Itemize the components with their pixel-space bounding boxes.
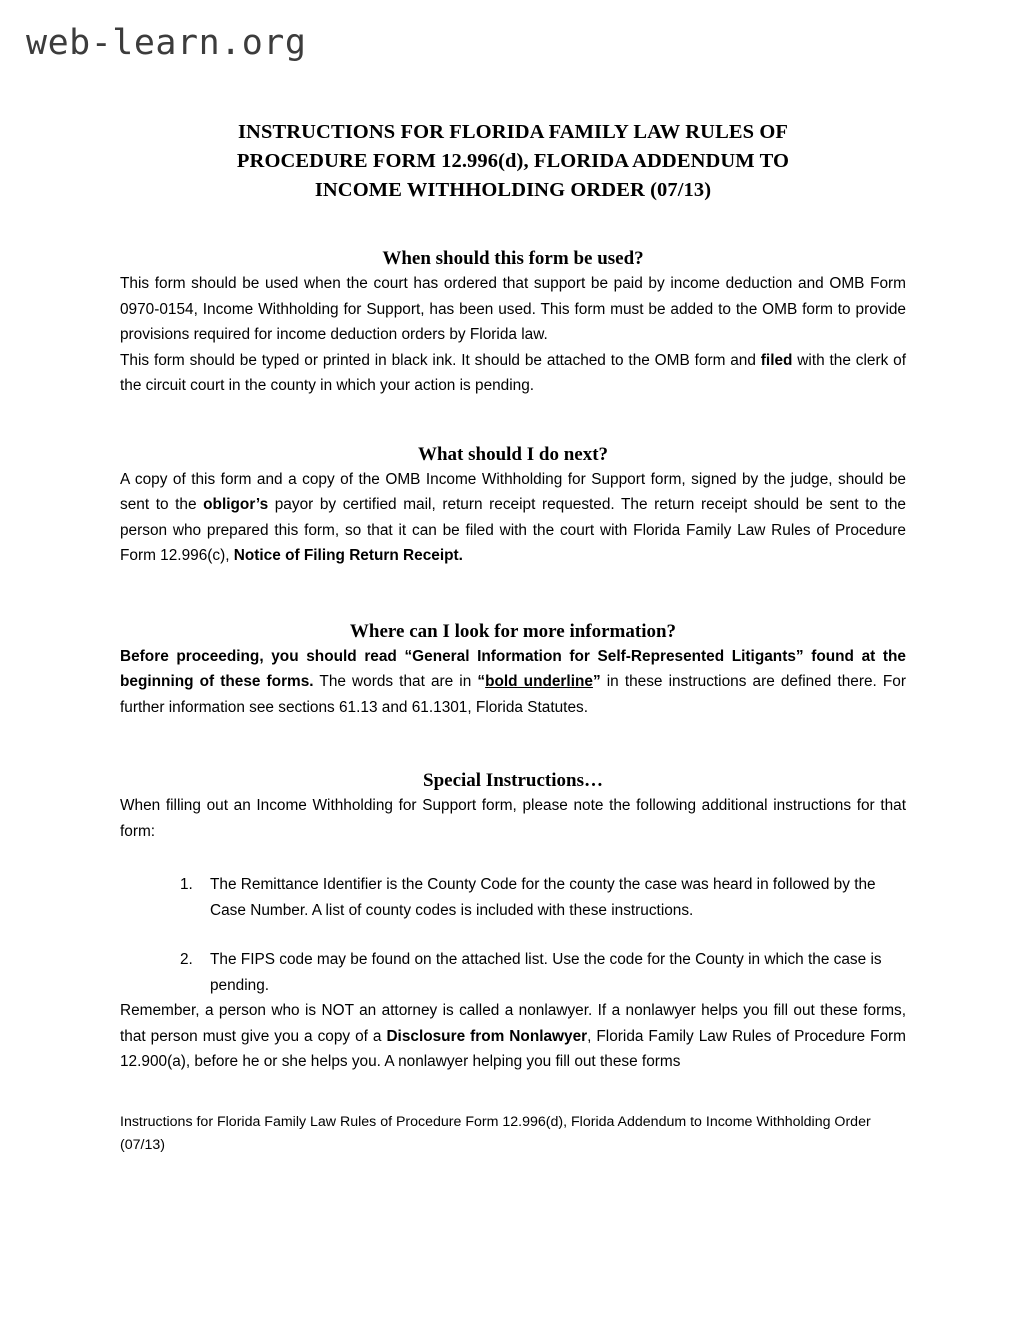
title-line-2: PROCEDURE FORM 12.996(d), FLORIDA ADDENDUM TO — [236, 150, 790, 172]
paragraph-when-used-2-text-b: with the clerk of the circuit court in the county in which your action is pending. — [120, 351, 906, 394]
emphasis-disclosure-from-nonlawyer: Disclosure from Nonlawyer — [386, 1027, 588, 1045]
list-item-text: The FIPS code may be found on the attached list. Use the code for the County in which the case is pending. — [210, 951, 882, 994]
paragraph-when-used-1 — [120, 271, 906, 348]
emphasis-obligors: obligor’s — [203, 496, 269, 513]
paragraph-nonlawyer-text-a: Remember, a person who is NOT an attorney is called a nonlawyer. If a nonlawyer helps you fill out these forms, that person must give you a copy of a — [120, 1002, 906, 1045]
list-item-number: 1. — [180, 876, 193, 893]
paragraph-more-information-text-a: The words that are in — [313, 673, 478, 690]
list-item — [120, 947, 906, 998]
emphasis-bold-underline: bold underline — [485, 673, 593, 690]
paragraph-more-information — [120, 644, 906, 721]
title-line-1: INSTRUCTIONS FOR FLORIDA FAMILY LAW RULES OF — [237, 121, 789, 143]
document-content — [120, 0, 906, 1171]
paragraph-nonlawyer-text-b: , Florida Family Law Rules of Procedure Form 12.900(a), before he or she helps you. A nonlawyer helping you fill out these forms — [120, 1027, 906, 1070]
heading-what-next: What should I do next? — [417, 443, 609, 465]
special-instructions-list — [120, 872, 906, 998]
site-watermark: web-learn.org — [26, 23, 307, 63]
quote-close-bold: ” — [592, 673, 601, 690]
page-title — [120, 0, 906, 205]
page-footer: Instructions for Florida Family Law Rules of Procedure Form 12.996(d), Florida Addendum to Income Withholding Order (07/13) — [120, 1113, 871, 1153]
paragraph-more-information-text-b: in these instructions are defined there. For further information see sections 61.13 and 61.1301, Florida Statutes. — [120, 673, 906, 716]
heading-special-instructions: Special Instructions… — [423, 770, 603, 791]
paragraph-special-intro: When filling out an Income Withholding for Support form, please note the following additional instructions for that form: — [120, 797, 906, 840]
list-item-text: The Remittance Identifier is the County Code for the county the case was heard in followed by the Case Number. A list of county codes is included with these instructions. — [210, 876, 876, 919]
paragraph-what-next — [120, 467, 906, 569]
paragraph-what-next-text-b: payor by certified mail, return receipt requested. The return receipt should be sent to the person who prepared this form, so that it can be filed with the court with Florida Family Law Rules of Procedure Form 12.996(c), — [120, 496, 906, 564]
paragraph-nonlawyer — [120, 998, 906, 1075]
quote-open-bold: “ — [477, 673, 486, 690]
list-item — [120, 872, 906, 923]
heading-more-information: Where can I look for more information? — [349, 620, 677, 642]
emphasis-notice-of-filing: Notice of Filing Return Receipt. — [233, 547, 463, 564]
paragraph-what-next-text-a: A copy of this form and a copy of the OMB Income Withholding for Support form, signed by the judge, should be sent to the — [120, 470, 906, 513]
list-item-number: 2. — [180, 951, 193, 968]
paragraph-when-used-2-text-a: This form should be typed or printed in black ink. It should be attached to the OMB form and — [120, 351, 761, 369]
emphasis-before-proceeding: Before proceeding, you should read “General Information for Self-Represented Litigants” found at the beginning of these forms. — [120, 647, 906, 690]
paragraph-when-used-1-text: This form should be used when the court has ordered that support be paid by income deduction and OMB Form 0970-0154, Income Withholding for Support, has been used. This form must be added to the OMB form to provide provisions required for income deduction orders by Florida law. — [120, 275, 906, 343]
emphasis-filed: filed — [760, 351, 793, 369]
heading-when-used: When should this form be used? — [382, 248, 644, 269]
paragraph-when-used-2 — [120, 348, 906, 399]
title-line-3: INCOME WITHHOLDING ORDER (07/13) — [314, 179, 712, 201]
